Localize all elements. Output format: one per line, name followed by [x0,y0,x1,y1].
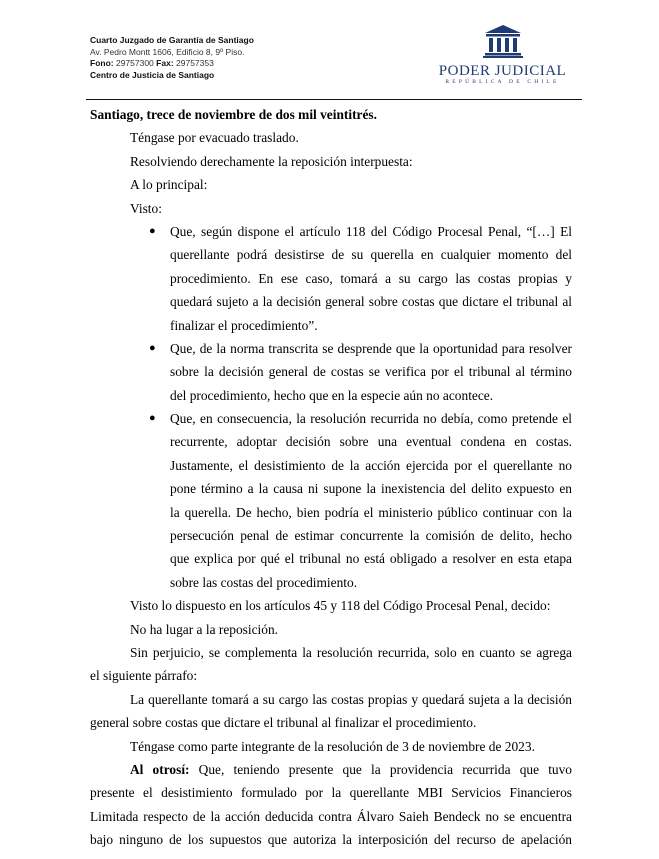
logo-title: PODER JUDICIAL [438,63,567,79]
paragraph: Visto lo dispuesto en los artículos 45 y 118 del Código Procesal Penal, decido: [130,598,551,614]
paragraph: A lo principal: [130,177,208,193]
poder-judicial-logo [430,24,575,94]
court-phone-fax: Fono: 29757300 Fax: 29757353 [90,58,214,68]
logo-subtitle: REPÚBLICA DE CHILE [445,79,560,85]
bullet-icon: ● [149,412,156,425]
courthouse-icon [483,24,523,58]
otrosi-label: Al otrosí: [130,761,190,777]
paragraph: Visto: [130,200,162,216]
justice-center: Centro de Justicia de Santiago [90,69,215,80]
paragraph: Limitada respecto de la acción deducida contra Álvaro Saieh Bendeck no se encuentra [90,808,572,824]
bullet-icon: ● [149,224,156,237]
paragraph: bajo ninguno de los supuestos que autoriza la interposición del recurso de apelación [90,832,572,848]
paragraph: Sin perjuicio, se complementa la resolución recurrida, solo en cuanto se agrega [130,644,572,660]
paragraph: el siguiente párrafo: [90,668,198,684]
paragraph: No ha lugar a la reposición. [130,621,278,637]
header-divider [86,99,582,100]
paragraph: presente el desistimiento formulado por la querellante MBI Servicios Financieros [90,785,572,801]
paragraph: La querellante tomará a su cargo las costas propias y quedará sujeta a la decisión [130,691,572,707]
bullet-item: ● Que, según dispone el artículo 118 del Código Procesal Penal, “[…] El querellante podrá desistirse de su querella en cualquier momento del procedimiento. En ese caso, tomará a su cargo las costas propias y quedará sujeto a la decisión general sobre costas que dictare el tribunal al finalizar el procedimiento”. [90,220,572,337]
court-name: Cuarto Juzgado de Garantía de Santiago [90,35,254,45]
paragraph: general sobre costas que dictare el tribunal al finalizar el procedimiento. [90,715,477,731]
bullet-icon: ● [149,341,156,354]
bullet-item: ● Que, de la norma transcrita se desprende que la oportunidad para resolver sobre la decisión general de costas se verifica por el tribunal al término del procedimiento, hecho que en la especie aún no acontece. [90,337,572,407]
paragraph: Téngase como parte integrante de la resolución de 3 de noviembre de 2023. [130,738,535,754]
resolution-body [90,103,572,852]
otrosi-paragraph: Al otrosí: Que, teniendo presente que la providencia recurrida que tuvo [130,761,572,777]
court-header [90,35,254,81]
paragraph: Téngase por evacuado traslado. [130,130,299,146]
bullet-item: ● Que, en consecuencia, la resolución recurrida no debía, como pretende el recurrente, adoptar decisión sobre una eventual condena en costas. Justamente, el desistimiento de la acción ejercida por el querellante no pone término a la causa ni supone la inexistencia del delito expuesto en la querella. De hecho, bien podría el ministerio público continuar con la persecución penal de estimar concurrente la comisión de delito, hecho que explica por qué el tribunal no está obligado a resolver en esta etapa sobre las costas del procedimiento. [90,407,572,594]
paragraph: Resolviendo derechamente la reposición interpuesta: [130,153,413,169]
date-line: Santiago, trece de noviembre de dos mil veintitrés. [90,107,377,122]
court-address: Av. Pedro Montt 1606, Edificio 8, 9º Piso. [90,46,245,57]
